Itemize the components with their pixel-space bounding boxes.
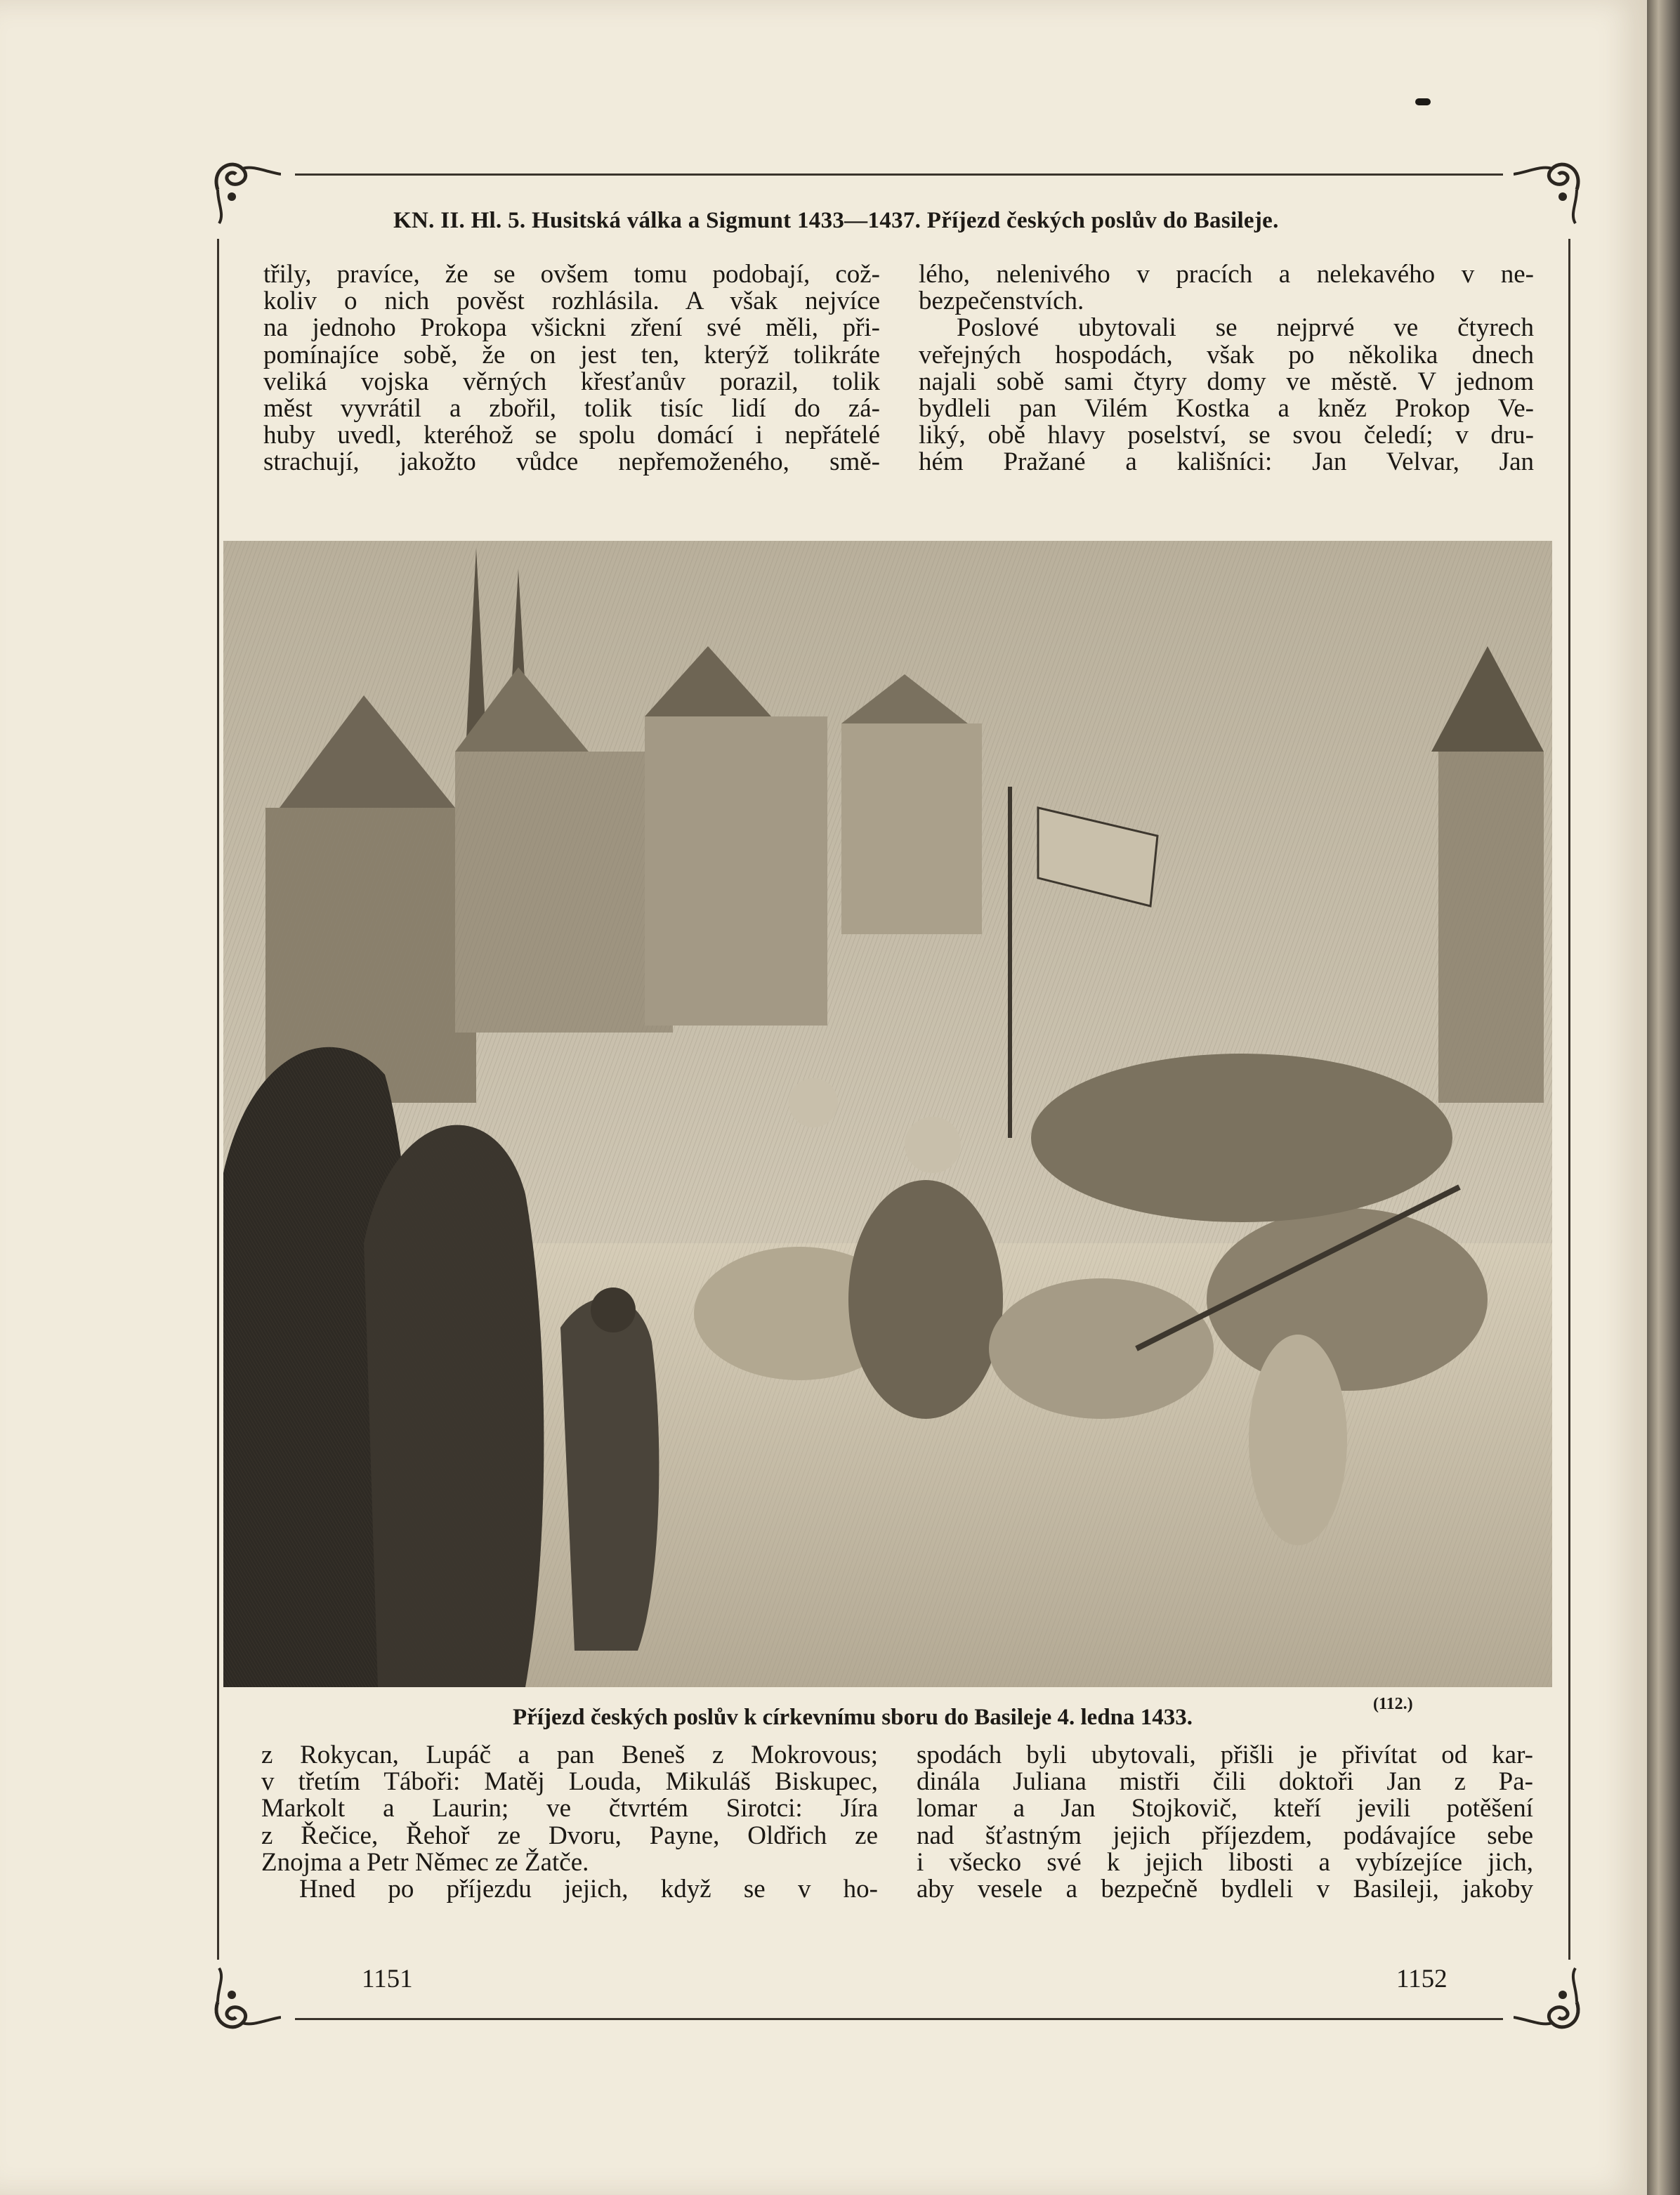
- bottom-right-column: [917, 1742, 1533, 1903]
- text-line: měst vyvrátil a zbořil, tolik tisíc lidí do zá-: [263, 394, 880, 424]
- text-line: huby uvedl, kteréhož se spolu domácí i nepřátelé: [263, 421, 880, 450]
- frame-top-rule: [295, 173, 1503, 176]
- text-line: lomar a Jan Stojkovič, kteří jevili potěšení: [917, 1794, 1533, 1823]
- top-left-column: [263, 261, 880, 476]
- figure-number: (112.): [1373, 1695, 1413, 1713]
- text-line: Markolt a Laurin; ve čtvrtém Sirotci: Jíra: [261, 1794, 878, 1823]
- text-line: spodách byli ubytovali, přišli je přivítat od kar-: [917, 1741, 1533, 1769]
- engraving-scene: [223, 541, 1552, 1687]
- frame-right-rule: [1568, 239, 1570, 1960]
- page-number-right: 1152: [1396, 1965, 1448, 1993]
- text-line: veřejných hospodách, však po několika dnech: [919, 340, 1534, 369]
- text-line: koliv o nich pověst rozhlásila. A však nejvíce: [263, 287, 880, 316]
- text-line: z Rokycan, Lupáč a pan Beneš z Mokrovous;: [261, 1741, 878, 1769]
- text-line: v třetím Táboři: Matěj Louda, Mikuláš Biskupec,: [261, 1767, 878, 1797]
- text-line: dinála Juliana mistři čili doktoři Jan z Pa-: [917, 1767, 1533, 1797]
- ink-mark: [1415, 98, 1431, 105]
- corner-ornament-bottom-left: [204, 1967, 281, 2044]
- frame-bottom-rule: [295, 2018, 1503, 2020]
- page-number-left: 1151: [362, 1965, 413, 1993]
- text-line: najali sobě sami čtyry domy ve městě. V jednom: [919, 367, 1534, 396]
- text-line: veliká vojska věrných křesťanův porazil, tolik: [263, 367, 880, 396]
- book-spine-edge: [1647, 0, 1680, 2195]
- top-right-column: [919, 261, 1534, 476]
- corner-ornament-top-left: [204, 148, 281, 225]
- bottom-left-column: [261, 1742, 878, 1903]
- frame-left-rule: [217, 239, 219, 1960]
- corner-ornament-bottom-right: [1514, 1967, 1591, 2044]
- text-line: bydleli pan Vilém Kostka a kněz Prokop Ve-: [919, 394, 1534, 424]
- text-line: z Řečice, Řehoř ze Dvoru, Payne, Oldřich ze: [261, 1821, 878, 1850]
- text-line: Znojma a Petr Němec ze Žatče.: [261, 1847, 589, 1877]
- text-line: liký, obě hlavy poselství, se svou čeledí; v dru-: [919, 421, 1534, 450]
- text-line: strachují, jakožto vůdce nepřemoženého, smě-: [263, 447, 880, 477]
- text-line: pomínajíce sobě, že on jest ten, kterýž tolikráte: [263, 340, 880, 369]
- text-line: nad šťastným jejich příjezdem, podávajíce sebe: [917, 1821, 1533, 1850]
- text-line: aby vesele a bezpečně bydleli v Basileji, jakoby: [917, 1875, 1533, 1904]
- corner-ornament-top-right: [1514, 148, 1591, 225]
- illustration-caption: Příjezd českých poslův k církevnímu sboru do Basileje 4. ledna 1433.: [513, 1705, 1193, 1730]
- running-header: KN. II. Hl. 5. Husitská válka a Sigmunt 1433—1437. Příjezd českých poslův do Basileje.: [393, 208, 1279, 233]
- text-line: bezpečenstvích.: [919, 287, 1084, 316]
- text-line: Poslové ubytovali se nejprvé ve čtyrech: [957, 313, 1534, 343]
- text-line: třily, pravíce, že se ovšem tomu podobají, což-: [263, 260, 880, 289]
- engraving-illustration: [223, 541, 1552, 1687]
- text-line: hém Pražané a kališníci: Jan Velvar, Jan: [919, 447, 1534, 477]
- text-line: na jednoho Prokopa všickni zření své měli, při-: [263, 313, 880, 343]
- text-line: lého, nelenivého v pracích a nelekavého v ne-: [919, 260, 1534, 289]
- text-line: i všecko své k jejich libosti a vybízejíce jich,: [917, 1847, 1533, 1877]
- text-line: Hned po příjezdu jejich, když se v ho-: [299, 1875, 878, 1904]
